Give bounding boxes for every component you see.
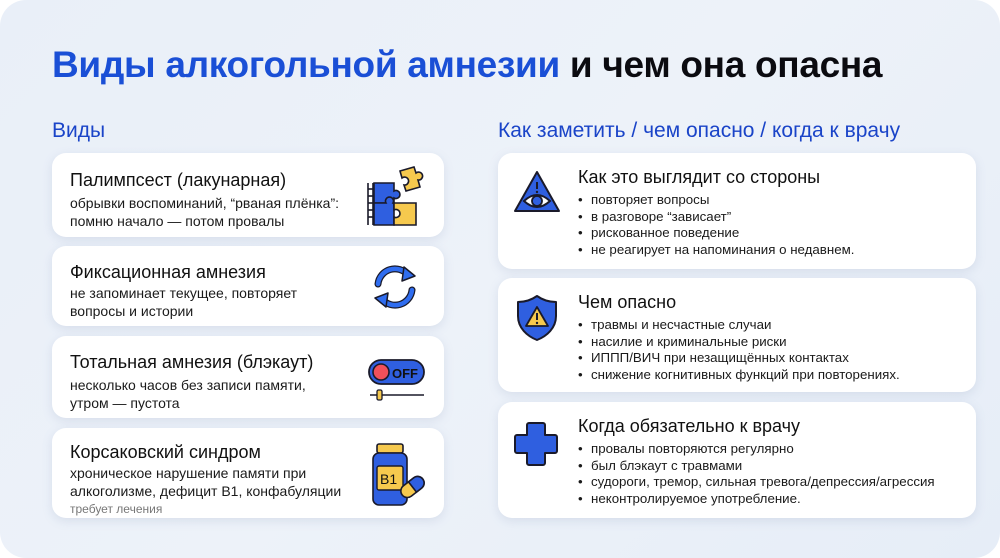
info-card-title: Как это выглядит со стороны — [578, 167, 821, 187]
puzzle-icon — [364, 163, 430, 229]
info-card-appearance — [498, 153, 976, 269]
page-title-rest: и чем она опасна — [559, 44, 883, 85]
warning-eye-icon — [512, 169, 562, 215]
list-item: • ИППП/ВИЧ при незащищённых контактах — [578, 350, 900, 367]
info-card-dangers — [498, 278, 976, 392]
list-item: • провалы повторяются регулярно — [578, 441, 935, 458]
list-item: • травмы и несчастные случаи — [578, 317, 900, 334]
svg-text:B1: B1 — [380, 471, 398, 487]
type-card-description: не запоминает текущее, повторяет вопросы и истории — [70, 285, 298, 319]
list-item: • не реагирует на напоминания о недавнем. — [578, 242, 854, 259]
list-item: • рискованное поведение — [578, 225, 854, 242]
type-card-note: требует лечения — [70, 502, 163, 516]
vitamin-b1-bottle-icon — [370, 442, 426, 508]
list-item: • судороги, тремор, сильная тревога/депрессия/агрессия — [578, 474, 935, 491]
list-item: • снижение когнитивных функций при повторениях. — [578, 367, 900, 384]
type-card-title: Корсаковский синдром — [70, 442, 261, 462]
type-card-palimpsest — [52, 153, 444, 237]
type-card-description: обрывки воспоминаний, “рваная плёнка”: помню начало — потом провалы — [70, 195, 340, 229]
medical-cross-icon — [512, 420, 560, 468]
info-card-title: Когда обязательно к врачу — [578, 416, 801, 436]
type-card-description: несколько часов без записи памяти, утром — пустота — [70, 377, 306, 411]
type-card-korsakoff — [52, 428, 444, 518]
type-card-fixation — [52, 246, 444, 326]
info-card-list — [578, 192, 854, 258]
svg-text:OFF: OFF — [392, 366, 418, 381]
info-card-see-doctor — [498, 402, 976, 518]
page-title-accent: Виды алкогольной амнезии — [52, 44, 560, 85]
off-switch-icon — [368, 358, 426, 402]
type-card-description: хроническое нарушение памяти при алкоголизме, дефицит B1, конфабуляции требует лечения — [70, 465, 342, 516]
page-title — [52, 44, 882, 86]
type-card-title: Палимпсест (лакунарная) — [70, 170, 287, 190]
list-item: • повторяет вопросы — [578, 192, 854, 209]
types-heading: Виды — [52, 119, 106, 142]
info-card-list — [578, 317, 900, 383]
shield-warning-icon — [515, 294, 559, 342]
list-item: • был блэкаут с травмами — [578, 458, 935, 475]
info-card-list — [578, 441, 935, 507]
type-card-title: Тотальная амнезия (блэкаут) — [70, 352, 314, 372]
list-item: • неконтролируемое употребление. — [578, 491, 935, 508]
list-item: • насилие и криминальные риски — [578, 334, 900, 351]
type-card-blackout — [52, 336, 444, 418]
info-card-title: Чем опасно — [578, 292, 677, 312]
refresh-cycle-icon — [370, 262, 420, 312]
signs-heading: Как заметить / чем опасно / когда к врачу — [498, 119, 901, 142]
type-card-title: Фиксационная амнезия — [70, 262, 266, 282]
list-item: • в разговоре “зависает” — [578, 209, 854, 226]
